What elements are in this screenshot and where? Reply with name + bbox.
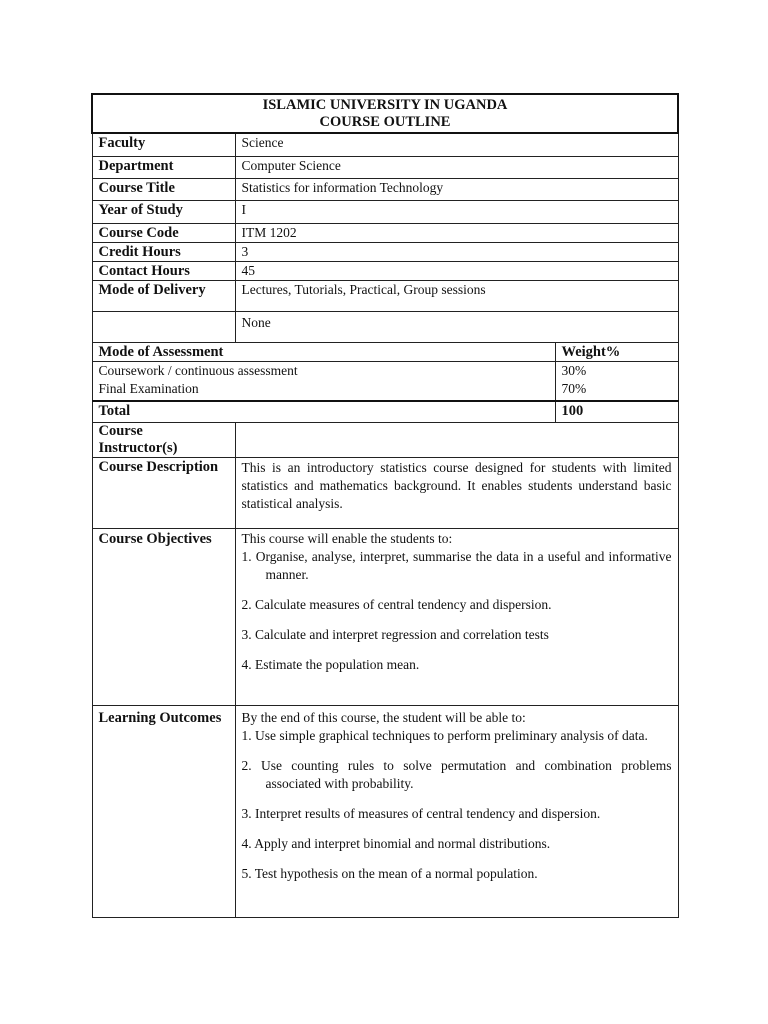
year-of-study-value: I bbox=[235, 200, 678, 223]
mode-of-delivery-value: Lectures, Tutorials, Practical, Group sessions bbox=[235, 280, 678, 311]
prerequisite-label bbox=[92, 311, 235, 342]
description-row bbox=[92, 457, 678, 528]
instructor-label: Course Instructor(s) bbox=[92, 422, 235, 457]
info-row-mode-of-delivery bbox=[92, 280, 678, 311]
department-value: Computer Science bbox=[235, 156, 678, 178]
credit-hours-label: Credit Hours bbox=[92, 242, 235, 261]
course-code-value: ITM 1202 bbox=[235, 223, 678, 242]
description-label: Course Description bbox=[92, 457, 235, 528]
objective-item: 2. Calculate measures of central tendency and dispersion. bbox=[241, 596, 552, 612]
outcome-item: 5. Test hypothesis on the mean of a normal population. bbox=[241, 865, 538, 881]
contact-hours-label: Contact Hours bbox=[92, 261, 235, 280]
objectives-label: Course Objectives bbox=[92, 528, 235, 705]
outcomes-intro: By the end of this course, the student will be able to: bbox=[241, 709, 526, 725]
outcomes-row bbox=[92, 705, 678, 917]
objectives-intro: This course will enable the students to: bbox=[241, 530, 453, 546]
faculty-value: Science bbox=[235, 133, 678, 156]
info-row-department bbox=[92, 156, 678, 178]
objectives-cell bbox=[235, 528, 678, 705]
info-row-year-of-study bbox=[92, 200, 678, 223]
objectives-row bbox=[92, 528, 678, 705]
info-row-course-code bbox=[92, 223, 678, 242]
course-code-label: Course Code bbox=[92, 223, 235, 242]
faculty-label: Faculty bbox=[92, 133, 235, 156]
info-row-credit-hours bbox=[92, 242, 678, 261]
outcomes-label: Learning Outcomes bbox=[92, 705, 235, 917]
outcomes-cell bbox=[235, 705, 678, 917]
assessment-total-row bbox=[92, 401, 678, 422]
description-text: This is an introductory statistics course designed for students with limited statistics and mathematics background. It enables students understand basic statistical analysis. bbox=[235, 457, 678, 528]
info-row-contact-hours bbox=[92, 261, 678, 280]
assessment-item-coursework: Coursework / continuous assessment bbox=[98, 362, 298, 378]
document-title: COURSE OUTLINE bbox=[319, 114, 451, 130]
outcome-item: 4. Apply and interpret binomial and normal distributions. bbox=[241, 835, 551, 851]
info-row-prerequisite bbox=[92, 311, 678, 342]
department-label: Department bbox=[92, 156, 235, 178]
assessment-weight-coursework: 30% bbox=[561, 362, 587, 378]
outcome-item: 1. Use simple graphical techniques to perform preliminary analysis of data. bbox=[241, 727, 648, 743]
contact-hours-value: 45 bbox=[235, 261, 678, 280]
total-value: 100 bbox=[555, 401, 678, 422]
assessment-header-row bbox=[92, 342, 678, 361]
objective-item: 3. Calculate and interpret regression and correlation tests bbox=[241, 626, 549, 642]
instructor-row bbox=[92, 422, 678, 457]
assessment-header-label: Mode of Assessment bbox=[92, 342, 555, 361]
instructor-value bbox=[235, 422, 678, 457]
assessment-header-weight: Weight% bbox=[555, 342, 678, 361]
assessment-item-final-exam: Final Examination bbox=[98, 380, 199, 396]
course-outline-table bbox=[91, 93, 679, 918]
info-row-course-title bbox=[92, 178, 678, 200]
course-title-label: Course Title bbox=[92, 178, 235, 200]
info-row-faculty bbox=[92, 133, 678, 156]
university-name: ISLAMIC UNIVERSITY IN UGANDA bbox=[262, 97, 508, 113]
outcome-item: 2. Use counting rules to solve permutation and combination problems associated with probability. bbox=[241, 757, 672, 791]
objective-item: 1. Organise, analyse, interpret, summarise the data in a useful and informative manner. bbox=[241, 548, 672, 582]
objective-item: 4. Estimate the population mean. bbox=[241, 656, 420, 672]
prerequisite-value: None bbox=[235, 311, 678, 342]
course-title-value: Statistics for information Technology bbox=[235, 178, 678, 200]
credit-hours-value: 3 bbox=[235, 242, 678, 261]
mode-of-delivery-label: Mode of Delivery bbox=[92, 280, 235, 311]
assessment-items-row bbox=[92, 361, 678, 401]
assessment-weight-final-exam: 70% bbox=[561, 380, 587, 396]
course-outline-document bbox=[91, 93, 677, 918]
document-header bbox=[92, 94, 678, 133]
total-label: Total bbox=[92, 401, 555, 422]
year-of-study-label: Year of Study bbox=[92, 200, 235, 223]
outcome-item: 3. Interpret results of measures of central tendency and dispersion. bbox=[241, 805, 601, 821]
